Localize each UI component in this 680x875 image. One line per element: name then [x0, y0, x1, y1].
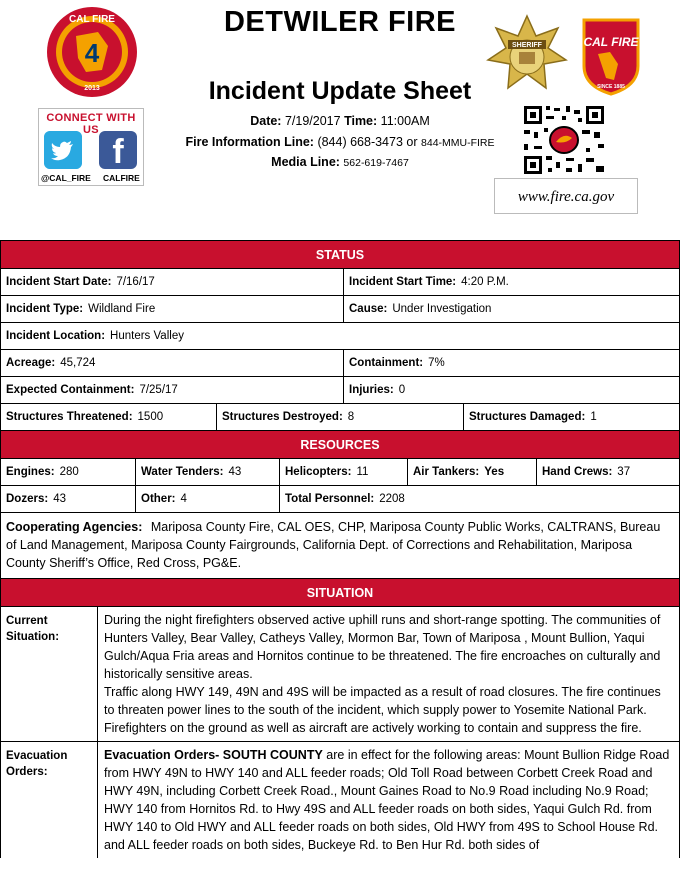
twitter-icon[interactable]: [44, 131, 82, 169]
expected-containment-value: 7/25/17: [139, 384, 178, 396]
status-row: [0, 349, 680, 376]
containment-value: 7%: [428, 357, 445, 369]
evacuation-orders-body: are in effect for the following areas: Mount Bullion Ridge Road from HWY 49N to HWY 140 and ALL feeder roads; Old Toll Road between Corbett Creek Road and HWY 49N, including Corbett Creek Road., Mount Gaines Road to No.9 Road including No.9 Road; HWY 140 from Hornitos Rd. to Hwy 49S and ALL feeder roads on both sides, Yaqui Gulch Rd. from HWY 140 to Old HWY and ALL feeder roads on both sides, Old HWY from 49S to School House Rd. and ALL feeder roads on both sides, Buckeye Rd. to Ben Hur Rd. both sides of: [104, 748, 670, 852]
water-tenders-value: 43: [228, 466, 242, 478]
website-link[interactable]: www.fire.ca.gov: [494, 178, 638, 214]
current-situation-label: Current Situation:: [1, 607, 98, 741]
date-label: Date:: [250, 114, 282, 128]
start-time-cell: [344, 269, 679, 295]
resources-row: [0, 512, 680, 578]
resources-row: [0, 485, 680, 512]
qr-code[interactable]: [522, 104, 606, 176]
fire-info-alt-phone: 844-MMU-FIRE: [421, 137, 495, 149]
location-cell: [1, 323, 679, 349]
sheet-subtitle: Incident Update Sheet: [208, 77, 472, 105]
total-personnel-value: 2208: [379, 493, 405, 505]
hand-crews-cell: [537, 459, 679, 485]
calfire-shield-logo: [580, 16, 642, 96]
start-date-cell: [1, 269, 344, 295]
time-value: 11:00AM: [380, 114, 430, 128]
resources-heading: RESOURCES: [0, 430, 680, 458]
badge-number: 4: [84, 38, 100, 68]
engines-label: Engines:: [6, 466, 55, 478]
facebook-handle[interactable]: CALFIRE: [103, 173, 140, 183]
engines-value: 280: [59, 466, 79, 478]
badge-year-text: 2013: [84, 85, 100, 92]
cause-cell: [344, 296, 679, 322]
structures-destroyed-label: Structures Destroyed:: [222, 411, 343, 423]
containment-label: Containment:: [349, 357, 424, 369]
start-date-value: 7/16/17: [116, 276, 155, 288]
cooperating-agencies-value: Mariposa County Fire, CAL OES, CHP, Mariposa County Public Works, CALTRANS, Bureau of Land Management, Mariposa County Fairgrounds, California Dept. of Corrections and Rehabilitation, Mariposa County Sheriff’s Office, Red Cross, PG&E.: [6, 520, 661, 570]
fire-info-or: or: [406, 135, 418, 149]
current-situation-text: [98, 607, 679, 741]
start-date-label: Incident Start Date:: [6, 276, 112, 288]
media-phone: 562-619-7467: [343, 157, 409, 169]
incident-type-cell: [1, 296, 344, 322]
dozers-value: 43: [53, 493, 66, 505]
evacuation-orders-text: [98, 742, 679, 858]
evacuation-orders-heading: Evacuation Orders- SOUTH COUNTY: [104, 748, 323, 762]
start-time-label: Incident Start Time:: [349, 276, 457, 288]
media-label: Media Line:: [271, 155, 340, 169]
start-time-value: 4:20 P.M.: [461, 276, 509, 288]
status-row: [0, 403, 680, 430]
cause-label: Cause:: [349, 303, 388, 315]
helicopters-value: 11: [356, 466, 369, 478]
structures-destroyed-value: 8: [347, 411, 355, 423]
acreage-value: 45,724: [60, 357, 96, 369]
structures-damaged-value: 1: [590, 411, 597, 423]
current-situation-paragraph: During the night firefighters observed active uphill runs and short-range spotting. The communities of Hunters Valley, Bear Valley, Catheys Valley, Mormon Bar, Town of Mariposa , Mount Bullion, Yaqui Gulch/Aqua Fria areas and Hornitos continue to be threatened. The fire encroaches on culturally and historically sensitive areas.: [104, 613, 661, 681]
situation-row: [0, 741, 680, 858]
other-value: 4: [180, 493, 187, 505]
dozers-cell: [1, 486, 136, 512]
connect-title: CONNECT WITH US: [46, 112, 136, 136]
date-value: 7/19/2017: [284, 114, 341, 128]
resources-row: [0, 458, 680, 485]
water-tenders-cell: [136, 459, 280, 485]
facebook-icon[interactable]: f: [99, 131, 137, 169]
dozers-label: Dozers:: [6, 493, 49, 505]
acreage-cell: [1, 350, 344, 376]
other-label: Other:: [141, 493, 176, 505]
status-row: [0, 322, 680, 349]
air-tankers-label: Air Tankers:: [413, 466, 480, 478]
injuries-value: 0: [398, 384, 406, 396]
helicopters-cell: [280, 459, 408, 485]
fire-info-line: [150, 135, 530, 149]
expected-containment-label: Expected Containment:: [6, 384, 135, 396]
badge-top-text: CAL FIRE: [69, 14, 115, 25]
media-line: [150, 155, 530, 169]
helicopters-label: Helicopters:: [285, 466, 352, 478]
total-personnel-label: Total Personnel:: [285, 493, 375, 505]
status-heading: STATUS: [0, 240, 680, 268]
containment-cell: [344, 350, 679, 376]
current-situation-paragraph: Traffic along HWY 149, 49N and 49S will be impacted as a result of road closures. The fire continues to threaten power lines to the south of the incident, which supply power to Yosemite National Park. Firefighters on the ground as well as aircraft are actively working to contain and suppress the fire.: [104, 685, 661, 735]
incident-type-value: Wildland Fire: [88, 303, 156, 315]
hand-crews-value: 37: [617, 466, 631, 478]
situation-heading: SITUATION: [0, 578, 680, 606]
time-label: Time:: [344, 114, 378, 128]
other-cell: [136, 486, 280, 512]
social-connect-box: [38, 108, 144, 186]
structures-threatened-label: Structures Threatened:: [6, 411, 133, 423]
structures-damaged-cell: [464, 404, 679, 430]
incident-type-label: Incident Type:: [6, 303, 84, 315]
air-tankers-cell: [408, 459, 537, 485]
date-time-line: [150, 114, 530, 128]
injuries-cell: [344, 377, 679, 403]
shield-text: CAL FIRE: [583, 35, 639, 49]
situation-row: [0, 606, 680, 741]
cause-value: Under Investigation: [392, 303, 492, 315]
expected-containment-cell: [1, 377, 344, 403]
cooperating-agencies-label: Cooperating Agencies:: [6, 520, 143, 534]
sheriff-text: SHERIFF: [512, 42, 542, 49]
injuries-label: Injuries:: [349, 384, 394, 396]
status-row: [0, 295, 680, 322]
incident-sheet: [0, 240, 680, 858]
shield-since-text: SINCE 1885: [597, 84, 625, 90]
structures-threatened-value: 1500: [137, 411, 164, 423]
status-row: [0, 376, 680, 403]
structures-destroyed-cell: [217, 404, 464, 430]
location-value: Hunters Valley: [110, 330, 184, 342]
air-tankers-value: Yes: [484, 466, 505, 478]
structures-damaged-label: Structures Damaged:: [469, 411, 586, 423]
structures-threatened-cell: [1, 404, 217, 430]
total-personnel-cell: [280, 486, 679, 512]
fire-name-title: DETWILER FIRE: [223, 6, 457, 38]
location-label: Incident Location:: [6, 330, 106, 342]
engines-cell: [1, 459, 136, 485]
fire-info-label: Fire Information Line:: [185, 135, 314, 149]
cooperating-agencies-cell: [1, 513, 679, 578]
evacuation-orders-label: Evacuation Orders:: [1, 742, 98, 858]
hand-crews-label: Hand Crews:: [542, 466, 613, 478]
water-tenders-label: Water Tenders:: [141, 466, 224, 478]
page-header: [0, 0, 680, 240]
twitter-handle[interactable]: @CAL_FIRE: [41, 173, 91, 183]
acreage-label: Acreage:: [6, 357, 56, 369]
fire-info-phone: (844) 668-3473: [317, 135, 403, 149]
status-row: [0, 268, 680, 295]
